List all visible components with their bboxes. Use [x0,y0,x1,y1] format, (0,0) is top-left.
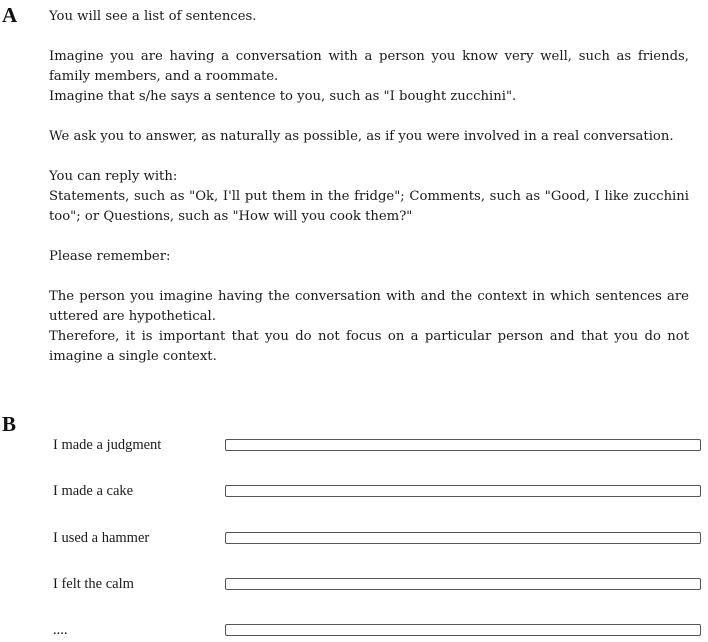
response-input-1[interactable] [225,439,701,451]
instruction-imagine-person: Imagine you are having a conversation with a person you know very well, such as friends, family members, and a roommate. [49,49,689,84]
instruction-intro: You will see a list of sentences. [49,9,257,24]
response-input-4[interactable] [225,578,701,590]
response-input-2[interactable] [225,485,701,497]
panel-label-a: A [2,3,18,27]
response-input-3[interactable] [225,532,701,544]
response-input-5[interactable] [225,624,701,636]
sentence-label-1: I made a judgment [53,437,162,453]
sentence-label-2: I made a cake [53,483,134,499]
instruction-remember: Please remember: [49,249,171,264]
sentence-label-3: I used a hammer [53,530,150,546]
instruction-hypothetical: The person you imagine having the conversation with and the context in which sentences are uttered are hypothetical. [49,289,689,324]
instruction-no-focus: Therefore, it is important that you do not focus on a particular person and that you do not imagine a single context. [49,329,689,364]
instruction-answer-naturally: We ask you to answer, as naturally as possible, as if you were involved in a real conversation. [49,129,674,144]
sentence-label-5: .... [53,622,68,638]
instruction-reply-examples: Statements, such as "Ok, I'll put them in the fridge"; Comments, such as "Good, I like zucchini too"; or Questions, such as "How will you cook them?" [49,189,689,224]
panel-label-b: B [2,412,17,436]
instructions-text [49,7,689,367]
instruction-reply-with: You can reply with: [49,169,178,184]
sentence-label-4: I felt the calm [53,576,134,592]
instruction-imagine-sentence: Imagine that s/he says a sentence to you, such as "I bought zucchini". [49,89,517,104]
